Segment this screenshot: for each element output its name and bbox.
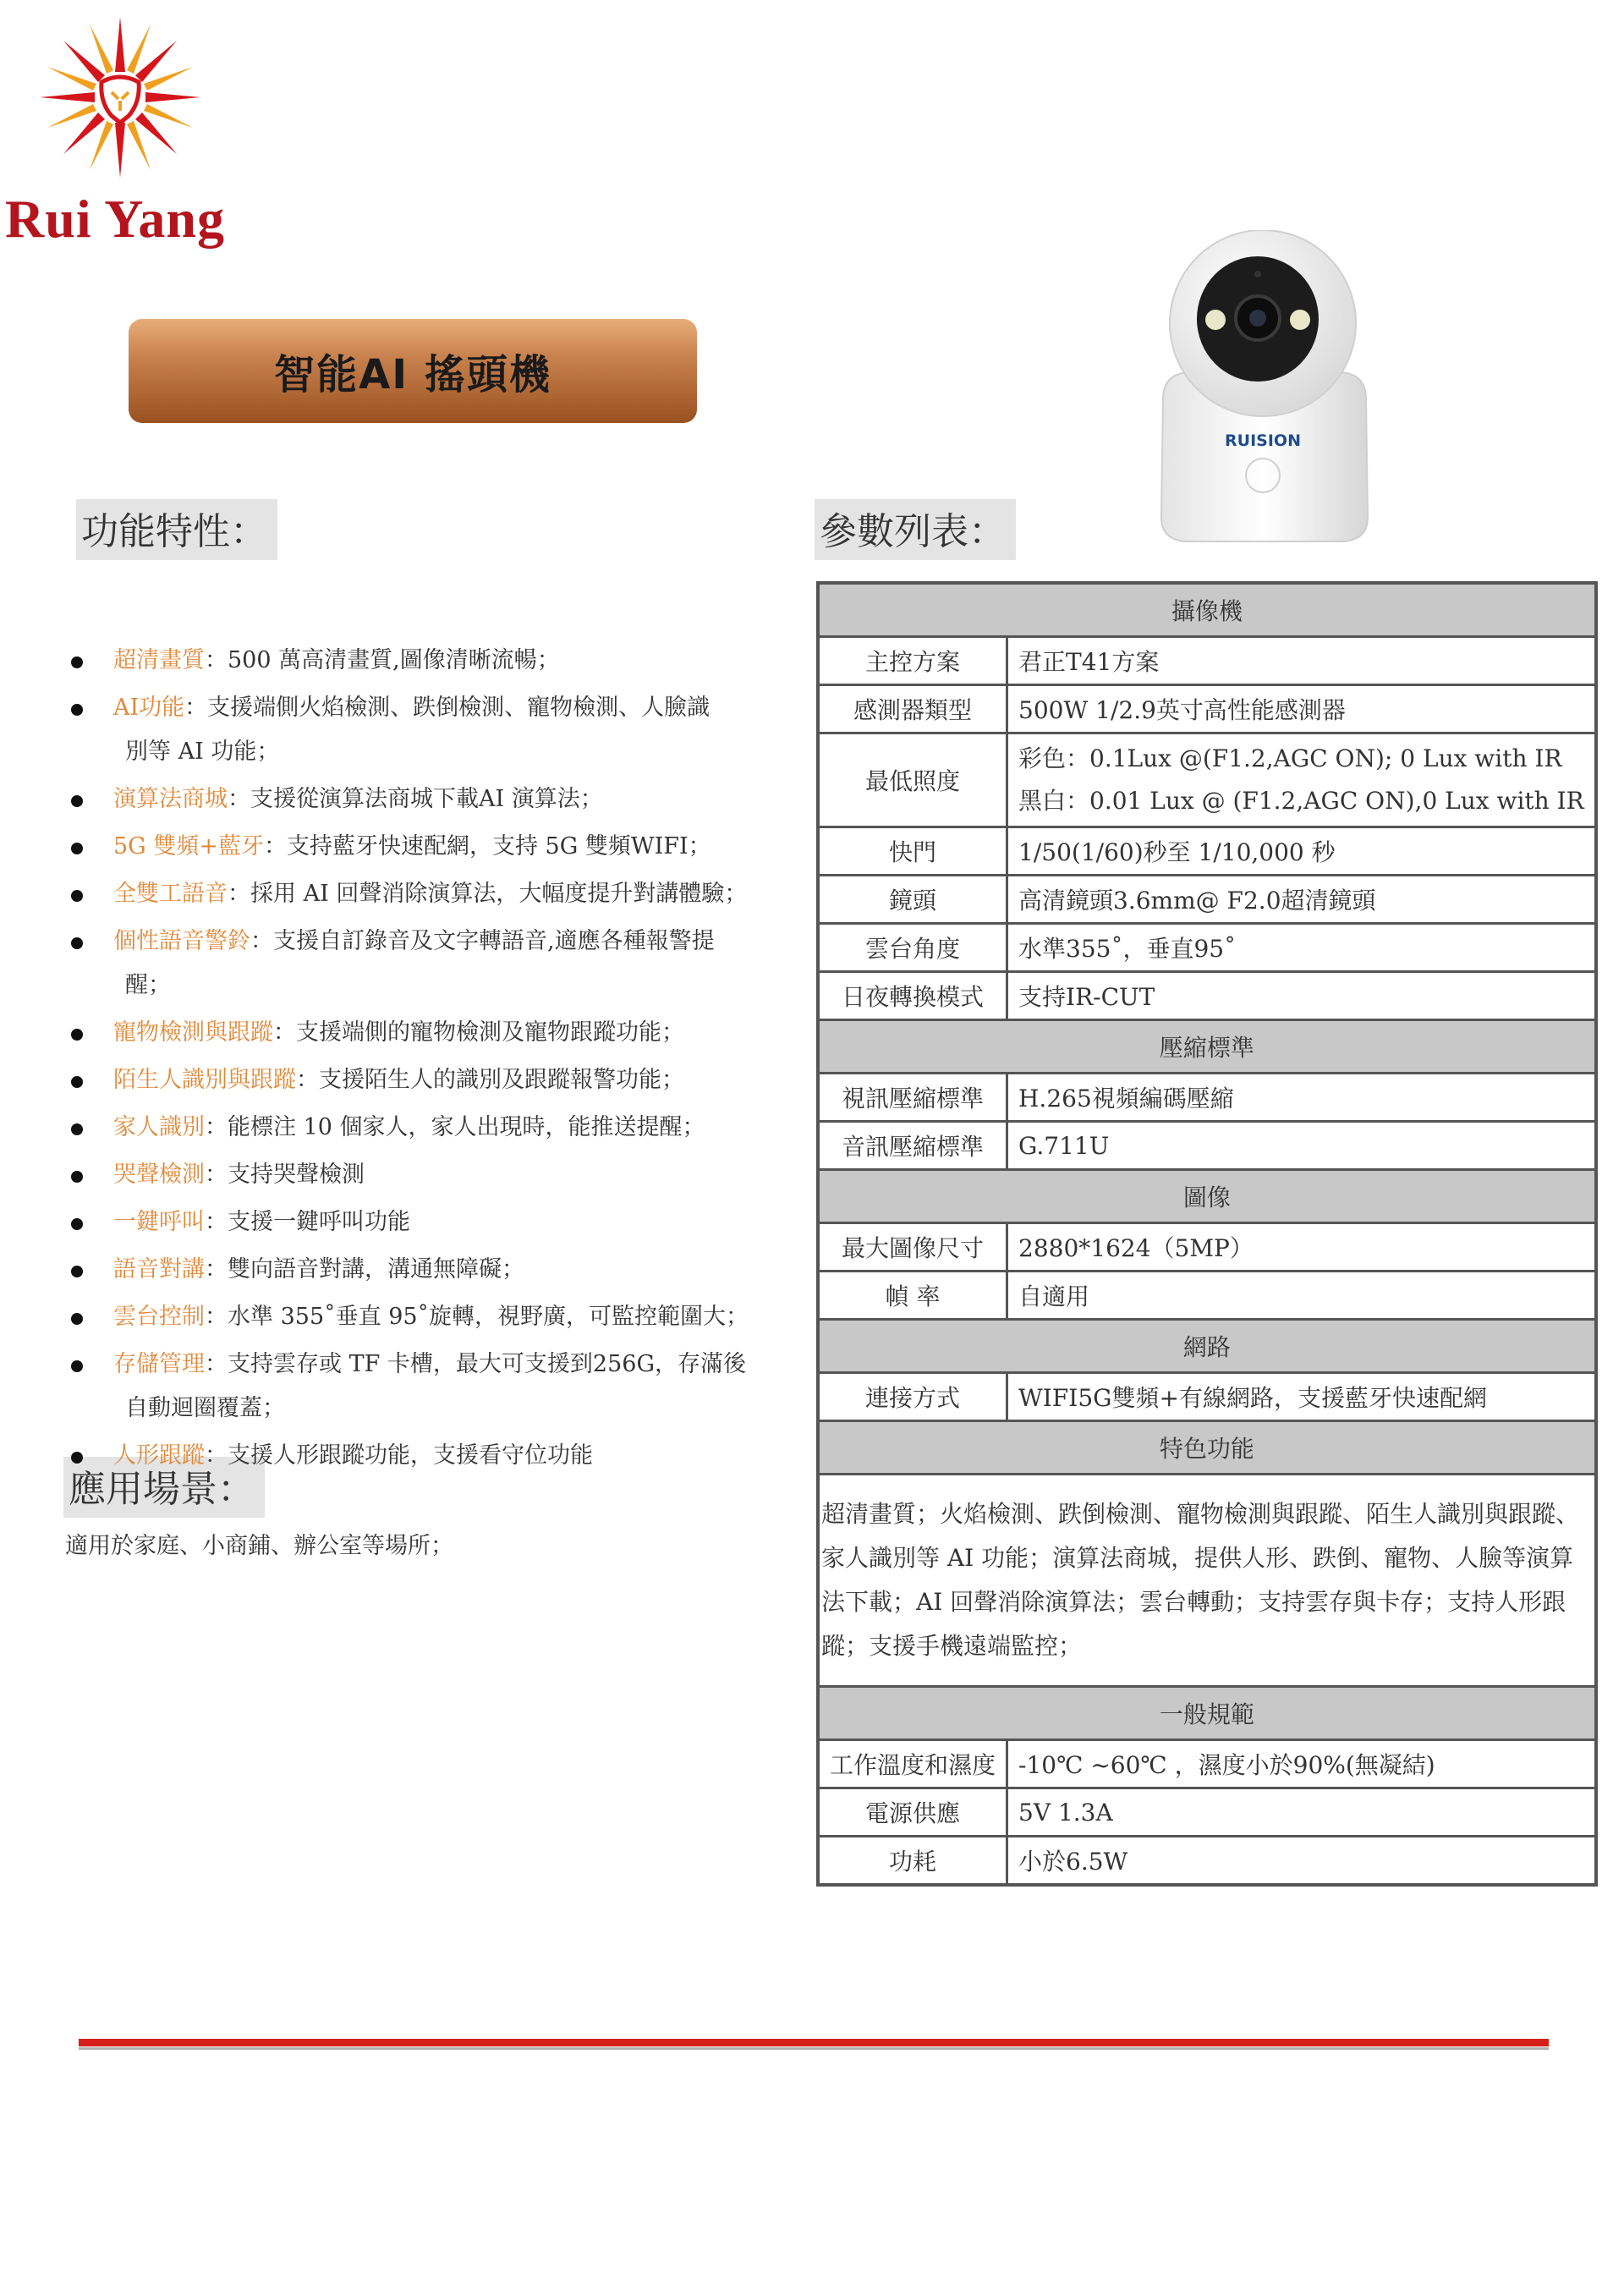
table-row bbox=[818, 733, 1596, 827]
camera-illustration bbox=[1155, 230, 1374, 547]
feature-list bbox=[68, 639, 778, 1481]
feature-text: ：能標注 10 個家人，家人出現時，能推送提醒； bbox=[205, 1114, 705, 1140]
feature-text: ：採用 AI 回聲消除演算法，大幅度提升對講體驗； bbox=[228, 881, 748, 907]
section-compression: 壓縮標準 bbox=[818, 1020, 1596, 1074]
params-heading: 參數列表： bbox=[815, 499, 1016, 560]
feature-keyword: 超清畫質 bbox=[113, 647, 205, 673]
camera-brand: RUISION bbox=[1225, 431, 1301, 450]
spec-value: 君正T41方案 bbox=[1007, 637, 1596, 685]
list-item bbox=[68, 1153, 778, 1197]
bullet-icon bbox=[71, 890, 83, 902]
list-item bbox=[68, 686, 778, 774]
feature-keyword: 陌生人識別與跟蹤 bbox=[113, 1067, 296, 1093]
table-row bbox=[818, 1170, 1596, 1223]
list-item bbox=[68, 1295, 778, 1339]
product-title-banner bbox=[129, 319, 697, 423]
feature-keyword: 家人識別 bbox=[113, 1114, 205, 1140]
list-item bbox=[68, 1058, 778, 1102]
spec-value: 自適用 bbox=[1007, 1272, 1596, 1320]
table-row bbox=[818, 685, 1596, 733]
table-row bbox=[818, 1074, 1596, 1122]
table-row bbox=[818, 827, 1596, 876]
spec-label: 連接方式 bbox=[818, 1373, 1007, 1421]
feature-text: ：支持哭聲檢測 bbox=[205, 1162, 365, 1188]
table-row bbox=[818, 1320, 1596, 1373]
bullet-icon bbox=[71, 1218, 83, 1230]
feature-text: ：支援端側火焰檢測、跌倒檢測、寵物檢測、人臉識 bbox=[184, 695, 710, 721]
bullet-icon bbox=[71, 1076, 83, 1088]
product-title: 智能AI 搖頭機 bbox=[274, 351, 551, 398]
table-row bbox=[818, 583, 1596, 637]
footer-rule-shadow bbox=[79, 2047, 1549, 2050]
bullet-icon bbox=[71, 1266, 83, 1277]
spec-value: 500W 1/2.9英寸高性能感測器 bbox=[1007, 685, 1596, 733]
feature-keyword: 全雙工語音 bbox=[113, 881, 228, 907]
brand-name: Rui Yang bbox=[5, 189, 225, 249]
spec-label: 最大圖像尺寸 bbox=[818, 1223, 1007, 1272]
feature-keyword: 寵物檢測與跟蹤 bbox=[113, 1019, 273, 1046]
spec-value: -10℃ ~60℃ ，濕度小於90%(無凝結) bbox=[1007, 1740, 1596, 1788]
spec-value: G.711U bbox=[1007, 1122, 1596, 1170]
section-network: 網路 bbox=[818, 1320, 1596, 1373]
list-item bbox=[68, 1200, 778, 1244]
spec-label: 雲台角度 bbox=[818, 924, 1007, 972]
bullet-icon bbox=[71, 795, 83, 807]
section-camera: 攝像機 bbox=[818, 583, 1596, 637]
spec-label: 感測器類型 bbox=[818, 685, 1007, 733]
feature-text-cont: 醒； bbox=[125, 972, 171, 998]
feature-text-cont: 別等 AI 功能； bbox=[125, 739, 280, 765]
application-text: 適用於家庭、小商鋪、辦公室等場所； bbox=[65, 1533, 453, 1559]
spec-label: 音訊壓縮標準 bbox=[818, 1122, 1007, 1170]
feature-text: ：支援陌生人的識別及跟蹤報警功能； bbox=[296, 1067, 684, 1093]
feature-text: ：支援人形跟蹤功能，支援看守位功能 bbox=[205, 1442, 593, 1469]
spec-table bbox=[816, 581, 1598, 1887]
features-heading: 功能特性： bbox=[76, 499, 277, 560]
list-item bbox=[68, 1011, 778, 1055]
feature-keyword: 演算法商城 bbox=[113, 786, 228, 812]
bullet-icon bbox=[71, 1029, 83, 1041]
feature-text: ：水準 355˚垂直 95˚旋轉，視野廣，可監控範圍大； bbox=[205, 1304, 749, 1330]
list-item bbox=[68, 872, 778, 916]
spec-value: WIFI5G雙頻+有線網路，支援藍牙快速配網 bbox=[1007, 1373, 1596, 1421]
feature-text: ：雙向語音對講，溝通無障礙； bbox=[205, 1256, 524, 1283]
table-row bbox=[818, 1020, 1596, 1074]
feature-summary: 超清畫質；火焰檢測、跌倒檢測、寵物檢測與跟蹤、陌生人識別與跟蹤、家人識別等 AI 功能；演算法商城，提供人形、跌倒、寵物、人臉等演算法下載；AI 回聲消除演算法；雲台轉動；支持雲存與卡存；支持人形跟蹤；支援手機遠端監控； bbox=[818, 1475, 1596, 1687]
spec-value: 5V 1.3A bbox=[1007, 1788, 1596, 1837]
bullet-icon bbox=[71, 656, 83, 668]
table-row bbox=[818, 1122, 1596, 1170]
table-row bbox=[818, 1788, 1596, 1837]
table-row bbox=[818, 1475, 1596, 1687]
feature-keyword: 哭聲檢測 bbox=[113, 1162, 205, 1188]
spec-label: 最低照度 bbox=[818, 733, 1007, 827]
illum-bw: 黑白：0.01 Lux @ (F1.2,AGC ON),0 Lux with IR bbox=[1018, 787, 1584, 815]
section-general: 一般規範 bbox=[818, 1687, 1596, 1740]
spec-label: 日夜轉換模式 bbox=[818, 972, 1007, 1020]
list-item bbox=[68, 825, 778, 869]
table-row bbox=[818, 1373, 1596, 1421]
bullet-icon bbox=[71, 1452, 83, 1464]
spec-value: H.265視頻編碼壓縮 bbox=[1007, 1074, 1596, 1122]
table-row bbox=[818, 1687, 1596, 1740]
table-row bbox=[818, 1272, 1596, 1320]
table-row bbox=[818, 1421, 1596, 1475]
bullet-icon bbox=[71, 1171, 83, 1183]
spec-value: 支持IR-CUT bbox=[1007, 972, 1596, 1020]
feature-keyword: 存儲管理 bbox=[113, 1351, 205, 1377]
feature-keyword: 人形跟蹤 bbox=[113, 1442, 205, 1469]
table-row bbox=[818, 924, 1596, 972]
feature-keyword: 個性語音警鈴 bbox=[113, 928, 250, 954]
bullet-icon bbox=[71, 843, 83, 854]
feature-keyword: 5G 雙頻+藍牙 bbox=[113, 833, 264, 860]
bullet-icon bbox=[71, 937, 83, 949]
application-heading: 應用場景： bbox=[63, 1457, 265, 1518]
section-image: 圖像 bbox=[818, 1170, 1596, 1223]
spec-label: 快門 bbox=[818, 827, 1007, 876]
list-item bbox=[68, 777, 778, 821]
bullet-icon bbox=[71, 1360, 83, 1372]
table-row bbox=[818, 1837, 1596, 1886]
feature-keyword: 雲台控制 bbox=[113, 1304, 205, 1330]
table-row bbox=[818, 637, 1596, 685]
spec-label: 鏡頭 bbox=[818, 876, 1007, 924]
table-row bbox=[818, 1740, 1596, 1788]
bullet-icon bbox=[71, 1123, 83, 1135]
bullet-icon bbox=[71, 1313, 83, 1325]
feature-text: ：支援從演算法商城下載AI 演算法； bbox=[228, 786, 603, 812]
feature-text: ：支持雲存或 TF 卡槽，最大可支援到256G，存滿後 bbox=[205, 1351, 747, 1377]
spec-label: 主控方案 bbox=[818, 637, 1007, 685]
list-item bbox=[68, 1434, 778, 1478]
table-row bbox=[818, 972, 1596, 1020]
spec-label: 幀 率 bbox=[818, 1272, 1007, 1320]
spec-value: 1/50(1/60)秒至 1/10,000 秒 bbox=[1007, 827, 1596, 876]
list-item bbox=[68, 920, 778, 1008]
list-item bbox=[68, 1248, 778, 1292]
sun-lion-icon bbox=[25, 8, 237, 190]
spec-value: 2880*1624（5MP） bbox=[1007, 1223, 1596, 1272]
list-item bbox=[68, 1106, 778, 1150]
bullet-icon bbox=[71, 704, 83, 716]
spec-value: 高清鏡頭3.6mm@ F2.0超清鏡頭 bbox=[1007, 876, 1596, 924]
feature-text-cont: 自動迴圈覆蓋； bbox=[125, 1395, 285, 1421]
spec-value bbox=[1007, 733, 1596, 827]
section-features: 特色功能 bbox=[818, 1421, 1596, 1475]
feature-keyword: 語音對講 bbox=[113, 1256, 205, 1283]
feature-text: ：支援一鍵呼叫功能 bbox=[205, 1209, 410, 1235]
spec-label: 功耗 bbox=[818, 1837, 1007, 1886]
spec-label: 視訊壓縮標準 bbox=[818, 1074, 1007, 1122]
feature-text: ：500 萬高清畫質,圖像清晰流暢； bbox=[205, 647, 560, 673]
camera-image bbox=[1155, 230, 1374, 547]
feature-keyword: 一鍵呼叫 bbox=[113, 1209, 205, 1235]
spec-value: 水準355˚，垂直95˚ bbox=[1007, 924, 1596, 972]
feature-text: ：支援端側的寵物檢測及寵物跟蹤功能； bbox=[273, 1019, 684, 1046]
illum-color: 彩色：0.1Lux @(F1.2,AGC ON); 0 Lux with IR bbox=[1018, 744, 1562, 772]
list-item bbox=[68, 639, 778, 683]
table-row bbox=[818, 876, 1596, 924]
feature-text: ：支持藍牙快速配網，支持 5G 雙頻WIFI； bbox=[263, 833, 711, 860]
spec-value: 小於6.5W bbox=[1007, 1837, 1596, 1886]
spec-label: 工作溫度和濕度 bbox=[818, 1740, 1007, 1788]
table-row bbox=[818, 1223, 1596, 1272]
spec-label: 電源供應 bbox=[818, 1788, 1007, 1837]
feature-keyword: AI功能 bbox=[113, 695, 185, 721]
list-item bbox=[68, 1343, 778, 1431]
feature-text: ：支援自訂錄音及文字轉語音,適應各種報警提 bbox=[250, 928, 715, 954]
footer-rule bbox=[79, 2039, 1549, 2046]
